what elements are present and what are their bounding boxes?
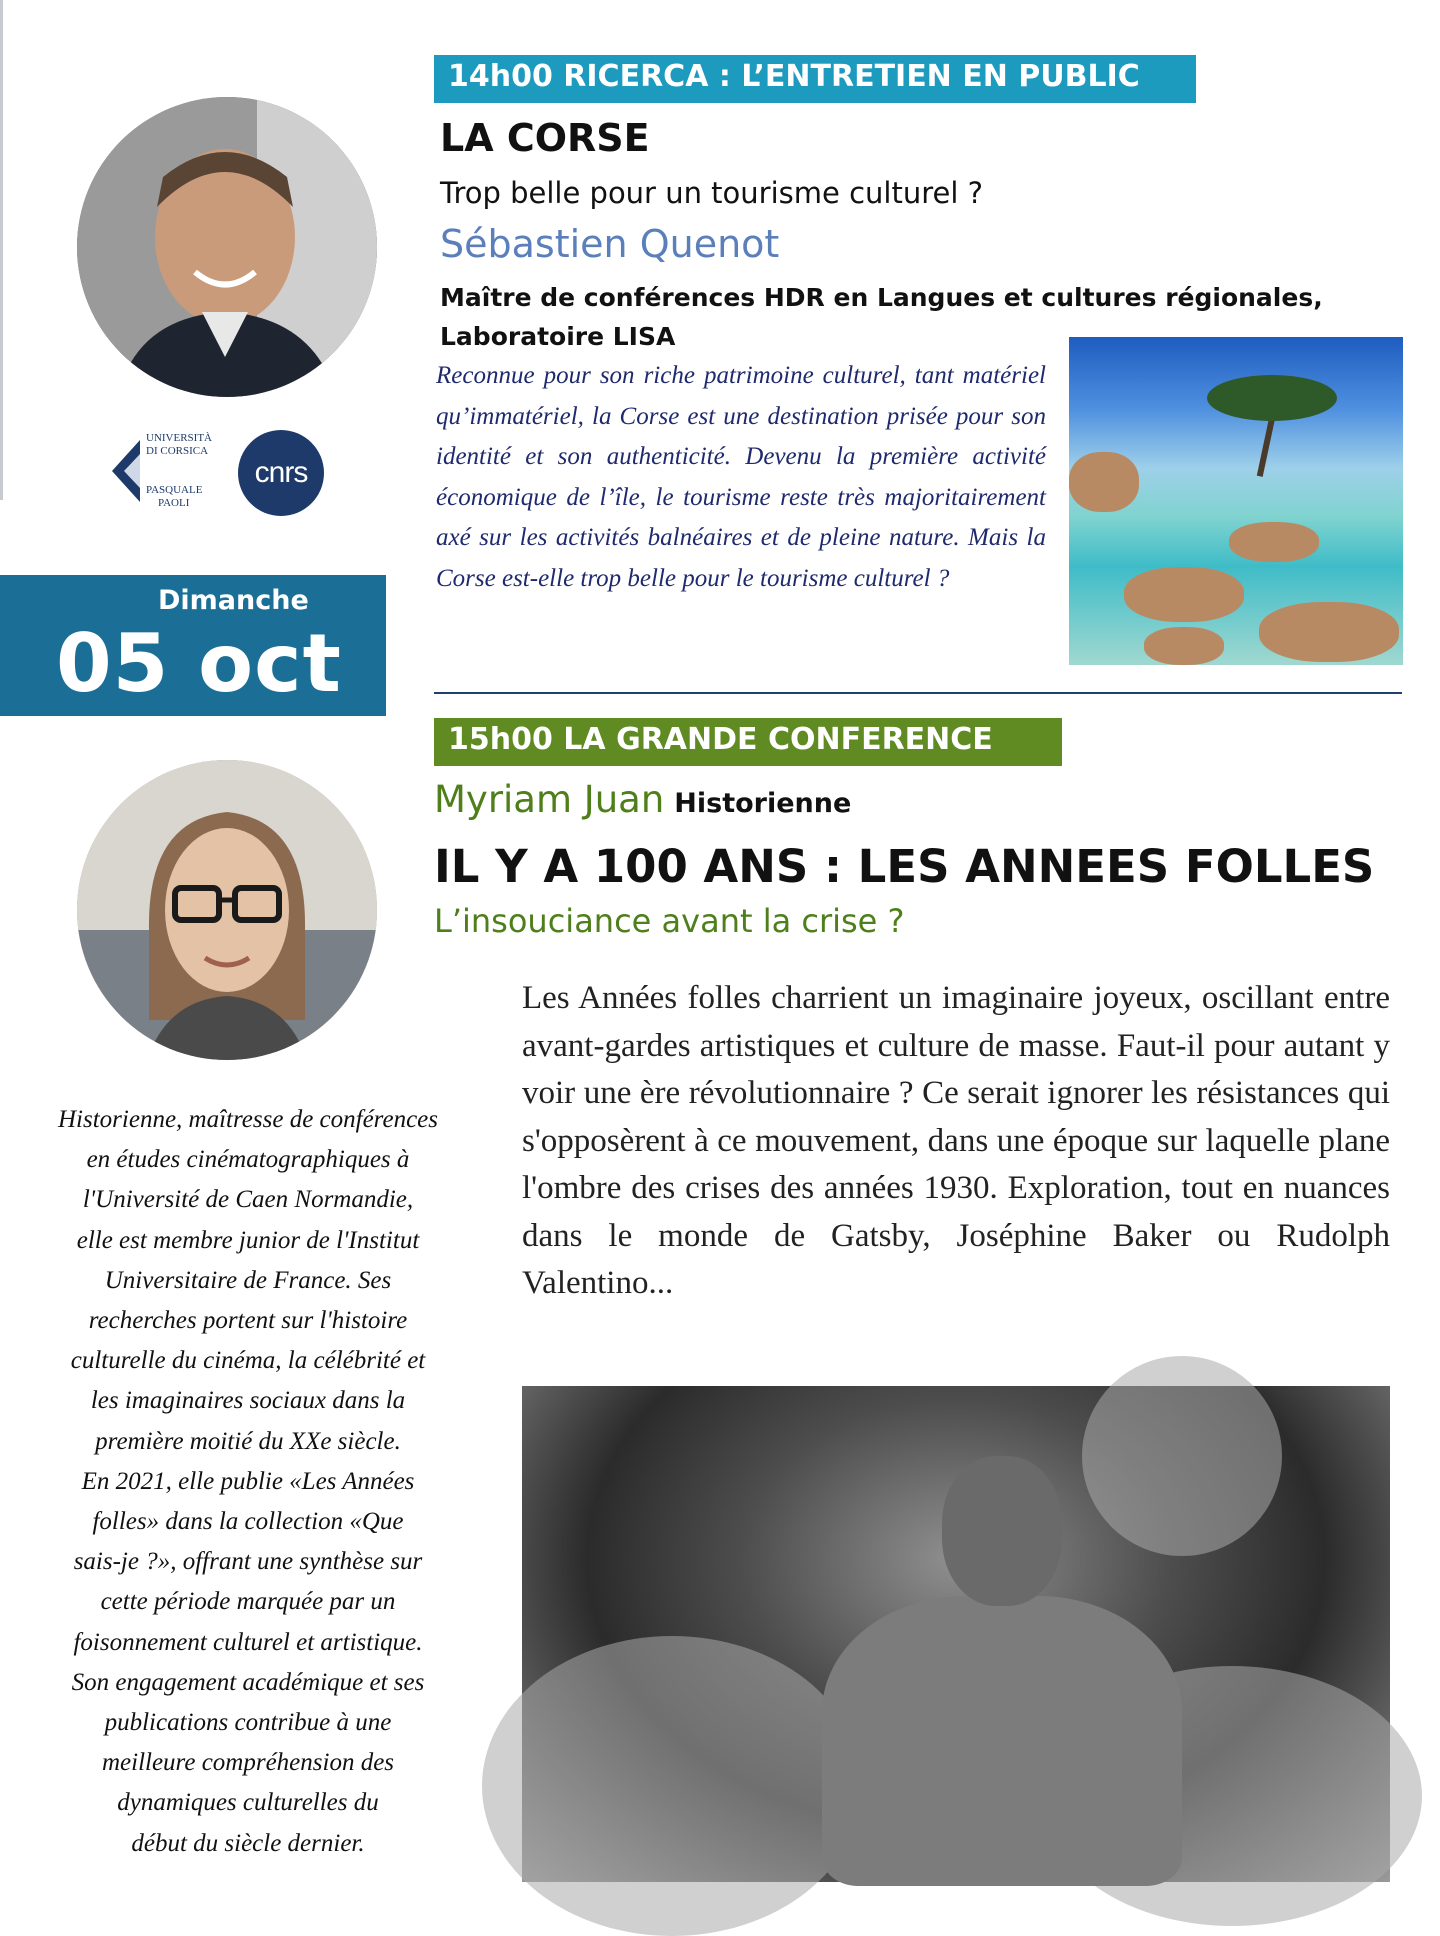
event2-speaker-role: Historienne: [674, 788, 852, 819]
bio-line: recherches portent sur l'histoire: [88, 1307, 408, 1335]
bio-line: Universitaire de France. Ses: [104, 1266, 392, 1294]
event1-time-tag: 14h00 RICERCA : L’ENTRETIEN EN PUBLIC: [434, 55, 1196, 103]
event1-subtitle: Trop belle pour un tourisme culturel ?: [440, 176, 983, 210]
event2-title: IL Y A 100 ANS : LES ANNEES FOLLES: [434, 840, 1375, 893]
bio-line: l'Université de Caen Normandie,: [82, 1186, 414, 1214]
bio-line: elle est membre junior de l'Institut: [76, 1226, 420, 1254]
date-main: 05 oct: [56, 617, 342, 710]
bio-line: sais-je ?», offrant une synthèse sur: [73, 1548, 423, 1576]
rock: [1259, 602, 1399, 662]
josephine-baker-photo: [522, 1386, 1390, 1882]
bio-line: culturelle du cinéma, la célébrité et: [70, 1347, 426, 1375]
section-divider: [434, 692, 1402, 694]
universita-di-corsica-logo: [110, 430, 230, 512]
event1-title: LA CORSE: [440, 116, 650, 160]
date-block: [0, 575, 386, 716]
rock: [1144, 627, 1224, 665]
event1-affiliation: Maître de conférences HDR en Langues et cultures régionales, Laboratoire LISA: [440, 283, 1323, 351]
bio-line: Son engagement académique et ses: [71, 1668, 425, 1696]
bio-line: début du siècle dernier.: [131, 1829, 365, 1857]
event1-abstract: Reconnue pour son riche patrimoine culturel, tant matériel qu’immatériel, la Corse est une destination prisée pour son identité et son authenticité. Devenu la première activité économique de l’île, le tourisme reste très majoritairement axé sur les activités balnéaires et de pleine nature. Mais la Corse est-elle trop belle pour le tourisme culturel ?: [436, 362, 1046, 592]
event1-speaker: Sébastien Quenot: [440, 222, 780, 266]
rock: [1124, 567, 1244, 622]
event2-speaker: Myriam Juan: [434, 778, 665, 821]
corsica-beach-photo: [1069, 337, 1403, 665]
univ-line-2: DI CORSICA: [146, 445, 209, 457]
bio-line: cette période marquée par un: [100, 1588, 396, 1616]
date-day: Dimanche: [158, 585, 309, 616]
bio-line: en études cinématographiques à: [86, 1146, 410, 1174]
bio-line: folles» dans la collection «Que: [92, 1508, 404, 1536]
cnrs-logo: cnrs: [238, 430, 324, 516]
bio-line: les imaginaires sociaux dans la: [90, 1387, 406, 1415]
rock: [1229, 522, 1319, 562]
univ-line-4: PAOLI: [158, 497, 190, 509]
event2-speaker-line: [434, 778, 851, 821]
univ-line-1: UNIVERSITÀ: [146, 432, 212, 444]
speaker-photo-quenot: [77, 97, 377, 397]
bio-line: première moitié du XXe siècle.: [95, 1427, 401, 1455]
left-rule: [0, 0, 3, 500]
feather-fan-left: [482, 1636, 862, 1936]
speaker2-bio: [18, 1100, 478, 1864]
event2-time-tag: 15h00 LA GRANDE CONFERENCE: [434, 718, 1062, 766]
figure-body: [822, 1596, 1182, 1886]
event2-subtitle: L’insouciance avant la crise ?: [434, 902, 905, 940]
bio-line: meilleure compréhension des: [101, 1749, 395, 1777]
bio-line: publications contribue à une: [104, 1709, 392, 1737]
univ-line-3: PASQUALE: [146, 484, 203, 496]
pine-crown: [1207, 375, 1337, 421]
event2-body: Les Années folles charrient un imaginaire joyeux, oscillant entre avant-gardes artistiques et culture de masse. Faut-il pour autant y voir une ère révolutionnaire ? Ce serait ignorer les résistances qui s'opposèrent à ce mouvement, dans une époque sur laquelle plane l'ombre des crises des années 1930. Exploration, tout en nuances dans le monde de Gatsby, Joséphine Baker ou Rudolph Valentino...: [522, 980, 1390, 1301]
feather-top: [1082, 1356, 1282, 1556]
bio-line: Historienne, maîtresse de conférences: [58, 1106, 438, 1133]
figure-head: [942, 1456, 1062, 1606]
speaker-photo-juan: [77, 760, 377, 1060]
rock: [1069, 452, 1139, 512]
bio-line: dynamiques culturelles du: [117, 1789, 379, 1817]
bio-line: foisonnement culturel et artistique.: [73, 1628, 423, 1656]
bio-line: En 2021, elle publie «Les Années: [81, 1467, 415, 1495]
